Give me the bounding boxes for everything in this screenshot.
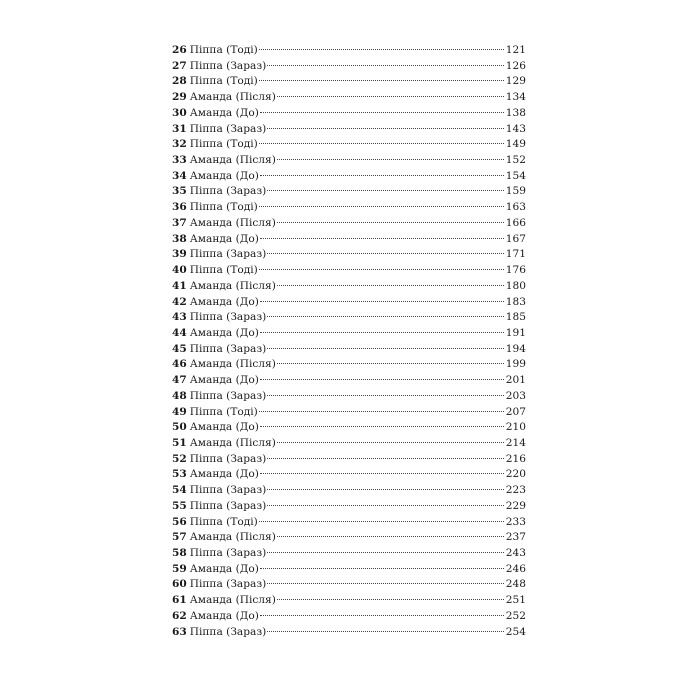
page-number: 248: [505, 578, 526, 591]
chapter-title: Аманда (Після): [189, 216, 276, 229]
page-number: 185: [505, 311, 526, 324]
chapter-number: 52: [172, 452, 187, 465]
toc-entry[interactable]: [172, 279, 526, 295]
dot-leader: [260, 112, 504, 113]
chapter-number: 61: [172, 594, 187, 607]
dot-leader: [267, 190, 504, 191]
dot-leader: [267, 505, 504, 506]
page-number: 183: [505, 295, 526, 308]
chapter-number: 41: [172, 279, 187, 292]
chapter-title: Піппа (Зараз): [189, 625, 267, 638]
dot-leader: [277, 536, 504, 537]
chapter-title: Піппа (Зараз): [189, 122, 267, 135]
page-number: 214: [505, 436, 526, 449]
toc-entry[interactable]: [172, 420, 526, 436]
chapter-title: Піппа (Зараз): [189, 484, 267, 497]
chapter-number: 46: [172, 358, 187, 371]
toc-entry[interactable]: [172, 389, 526, 405]
dot-leader: [260, 568, 504, 569]
toc-entry[interactable]: [172, 184, 526, 200]
chapter-title: Піппа (Зараз): [189, 342, 267, 355]
dot-leader: [267, 489, 504, 490]
toc-entry[interactable]: [172, 546, 526, 562]
chapter-title: Аманда (До): [189, 295, 259, 308]
page-number: 246: [505, 562, 526, 575]
page-number: 210: [505, 421, 526, 434]
chapter-number: 27: [172, 59, 187, 72]
toc-entry[interactable]: [172, 515, 526, 531]
toc-entry[interactable]: [172, 499, 526, 515]
page-number: 121: [505, 44, 526, 56]
toc-entry[interactable]: [172, 216, 526, 232]
chapter-title: Піппа (Тоді): [189, 264, 258, 277]
toc-entry[interactable]: [172, 530, 526, 546]
chapter-number: 58: [172, 547, 187, 559]
dot-leader: [277, 159, 504, 160]
chapter-number: 51: [172, 436, 187, 449]
dot-leader: [267, 583, 504, 584]
toc-entry[interactable]: [172, 436, 526, 452]
page-number: 229: [505, 499, 526, 512]
dot-leader: [267, 395, 504, 396]
dot-leader: [267, 128, 504, 129]
dot-leader: [267, 552, 504, 553]
page-number: 167: [505, 232, 526, 245]
page-number: 159: [505, 185, 526, 198]
toc-entry[interactable]: [172, 326, 526, 342]
dot-leader: [277, 222, 504, 223]
chapter-title: Піппа (Зараз): [189, 547, 267, 559]
dot-leader: [259, 206, 504, 207]
chapter-title: Піппа (Зараз): [189, 311, 267, 324]
toc-entry[interactable]: [172, 609, 526, 625]
dot-leader: [259, 80, 504, 81]
dot-leader: [259, 143, 504, 144]
chapter-number: 42: [172, 295, 187, 308]
chapter-number: 60: [172, 578, 187, 591]
toc-entry[interactable]: [172, 357, 526, 373]
page-number: 216: [505, 452, 526, 465]
chapter-title: Аманда (До): [189, 421, 259, 434]
chapter-title: Піппа (Тоді): [189, 138, 258, 151]
toc-entry[interactable]: [172, 59, 526, 75]
dot-leader: [267, 348, 504, 349]
chapter-number: 44: [172, 326, 187, 339]
chapter-number: 29: [172, 91, 187, 104]
chapter-number: 47: [172, 374, 187, 387]
chapter-number: 39: [172, 248, 187, 261]
chapter-number: 45: [172, 342, 187, 355]
toc-entry[interactable]: [172, 200, 526, 216]
toc-entry[interactable]: [172, 562, 526, 578]
toc-entry[interactable]: [172, 452, 526, 468]
page-number: 251: [505, 594, 526, 607]
page-number: 201: [505, 374, 526, 387]
chapter-number: 31: [172, 122, 187, 135]
chapter-title: Аманда (До): [189, 232, 259, 245]
chapter-number: 57: [172, 531, 187, 544]
dot-leader: [259, 521, 504, 522]
chapter-title: Піппа (Зараз): [189, 248, 267, 261]
chapter-number: 26: [172, 44, 187, 56]
chapter-title: Аманда (До): [189, 106, 259, 119]
toc-entry[interactable]: [172, 405, 526, 421]
chapter-title: Аманда (До): [189, 468, 259, 481]
toc-entry[interactable]: [172, 153, 526, 169]
page-number: 237: [505, 531, 526, 544]
chapter-number: 30: [172, 106, 187, 119]
chapter-title: Аманда (До): [189, 169, 259, 182]
dot-leader: [277, 96, 504, 97]
toc-entry[interactable]: [172, 137, 526, 153]
dot-leader: [277, 363, 504, 364]
chapter-number: 38: [172, 232, 187, 245]
dot-leader: [277, 285, 504, 286]
dot-leader: [260, 473, 504, 474]
toc-entry[interactable]: [172, 373, 526, 389]
toc-entry[interactable]: [172, 169, 526, 185]
toc-entry[interactable]: [172, 467, 526, 483]
chapter-number: 62: [172, 609, 187, 622]
chapter-title: Піппа (Тоді): [189, 201, 258, 214]
chapter-title: Піппа (Зараз): [189, 185, 267, 198]
page-number: 243: [505, 547, 526, 559]
chapter-number: 35: [172, 185, 187, 198]
page-number: 203: [505, 389, 526, 402]
toc-entry[interactable]: [172, 247, 526, 263]
chapter-title: Аманда (Після): [189, 436, 276, 449]
chapter-title: Аманда (Після): [189, 91, 276, 104]
dot-leader: [277, 599, 504, 600]
dot-leader: [260, 175, 504, 176]
page-number: 180: [505, 279, 526, 292]
chapter-title: Піппа (Тоді): [189, 515, 258, 528]
toc-entry[interactable]: [172, 90, 526, 106]
page-number: 129: [505, 75, 526, 88]
chapter-number: 49: [172, 405, 187, 418]
page-number: 194: [505, 342, 526, 355]
dot-leader: [260, 332, 504, 333]
chapter-number: 53: [172, 468, 187, 481]
toc-entry[interactable]: [172, 74, 526, 90]
dot-leader: [267, 458, 504, 459]
chapter-title: Піппа (Тоді): [189, 75, 258, 88]
chapter-title: Піппа (Зараз): [189, 452, 267, 465]
toc-entry[interactable]: [172, 577, 526, 593]
toc-entry[interactable]: [172, 232, 526, 248]
chapter-title: Аманда (До): [189, 609, 259, 622]
dot-leader: [267, 631, 504, 632]
chapter-number: 56: [172, 515, 187, 528]
chapter-title: Аманда (Після): [189, 358, 276, 371]
dot-leader: [267, 253, 504, 254]
page-number: 152: [505, 154, 526, 167]
page-number: 154: [505, 169, 526, 182]
chapter-number: 37: [172, 216, 187, 229]
chapter-number: 33: [172, 154, 187, 167]
dot-leader: [260, 426, 504, 427]
page-number: 207: [505, 405, 526, 418]
toc-entry[interactable]: [172, 593, 526, 609]
chapter-number: 28: [172, 75, 187, 88]
dot-leader: [277, 442, 504, 443]
chapter-number: 55: [172, 499, 187, 512]
chapter-number: 32: [172, 138, 187, 151]
chapter-number: 34: [172, 169, 187, 182]
dot-leader: [267, 65, 504, 66]
chapter-title: Аманда (До): [189, 326, 259, 339]
toc-entry[interactable]: [172, 263, 526, 279]
chapter-title: Піппа (Зараз): [189, 578, 267, 591]
page-number: 191: [505, 326, 526, 339]
chapter-number: 48: [172, 389, 187, 402]
dot-leader: [260, 379, 504, 380]
chapter-title: Піппа (Тоді): [189, 405, 258, 418]
chapter-number: 36: [172, 201, 187, 214]
page-number: 252: [505, 609, 526, 622]
dot-leader: [260, 615, 504, 616]
toc-entry[interactable]: [172, 106, 526, 122]
page-number: 171: [505, 248, 526, 261]
chapter-number: 54: [172, 484, 187, 497]
dot-leader: [260, 301, 504, 302]
page-number: 199: [505, 358, 526, 371]
chapter-number: 63: [172, 625, 187, 638]
page-number: 166: [505, 216, 526, 229]
page-number: 176: [505, 264, 526, 277]
table-of-contents: [172, 43, 526, 640]
page-number: 163: [505, 201, 526, 214]
chapter-title: Піппа (Зараз): [189, 59, 267, 72]
chapter-title: Аманда (До): [189, 562, 259, 575]
chapter-title: Аманда (Після): [189, 594, 276, 607]
chapter-title: Піппа (Зараз): [189, 389, 267, 402]
page-number: 233: [505, 515, 526, 528]
page-number: 134: [505, 91, 526, 104]
page-number: 149: [505, 138, 526, 151]
chapter-title: Піппа (Зараз): [189, 499, 267, 512]
chapter-number: 50: [172, 421, 187, 434]
page-number: 138: [505, 106, 526, 119]
toc-entry[interactable]: [172, 295, 526, 311]
page-number: 126: [505, 59, 526, 72]
chapter-title: Аманда (До): [189, 374, 259, 387]
page-number: 220: [505, 468, 526, 481]
toc-entry[interactable]: [172, 625, 526, 641]
page-number: 223: [505, 484, 526, 497]
chapter-title: Аманда (Після): [189, 154, 276, 167]
dot-leader: [260, 238, 504, 239]
chapter-number: 43: [172, 311, 187, 324]
toc-entry[interactable]: [172, 342, 526, 358]
toc-entry[interactable]: [172, 43, 526, 59]
chapter-number: 40: [172, 264, 187, 277]
chapter-number: 59: [172, 562, 187, 575]
dot-leader: [267, 316, 504, 317]
dot-leader: [259, 269, 504, 270]
toc-entry[interactable]: [172, 122, 526, 138]
page-number: 143: [505, 122, 526, 135]
toc-entry[interactable]: [172, 483, 526, 499]
toc-entry[interactable]: [172, 310, 526, 326]
chapter-title: Аманда (Після): [189, 531, 276, 544]
chapter-title: Аманда (Після): [189, 279, 276, 292]
chapter-title: Піппа (Тоді): [189, 44, 258, 56]
dot-leader: [259, 49, 504, 50]
dot-leader: [259, 411, 504, 412]
page-number: 254: [505, 625, 526, 638]
